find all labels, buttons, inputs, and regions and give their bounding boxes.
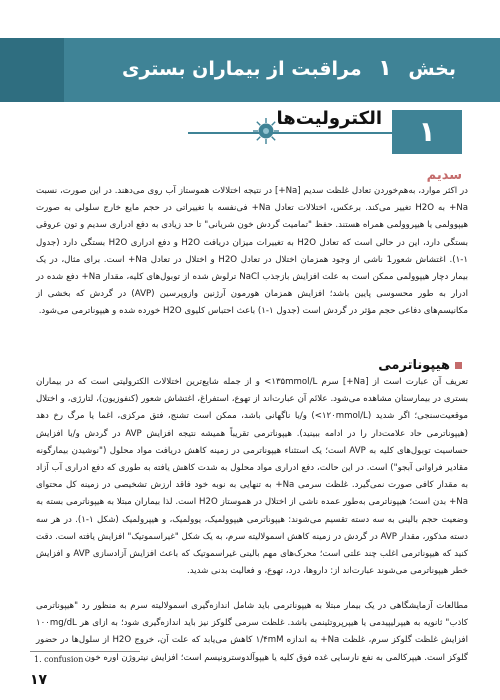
part-number: ۱ bbox=[378, 56, 392, 81]
hyponatremia-heading bbox=[378, 358, 462, 373]
page-number: ۱۷ bbox=[30, 672, 48, 688]
chapter-title: الکترولیت‌ها bbox=[276, 108, 382, 129]
bullet-square-icon bbox=[455, 362, 462, 369]
chapter-divider-line bbox=[188, 132, 398, 134]
chapter-number-box: ۱ bbox=[392, 110, 462, 154]
lab-studies-paragraph: مطالعات آزمایشگاهی در یک بیمار مبتلا به هیپوناترمی باید شامل اندازه‌گیری اسمولالیته سرم به منظور رد "هیپوناترمی کاذب" ثانویه به هیپرلیپیدمی یا هیپرپروتئینمی باشد. غلظت سرمی گلوکز نیز باید اندازه‌گیری شود؛ به ازای هر ۱۰۰mg/dL افزایش غلظت گلوکز سرم، غلظت Na+ به اندازه ۱/۴mM کاهش می‌یابد که علت آن، خروج H2O از سلول‌ها در حضور گلوکز است. هیپرکالمی به نفع نارسایی غده فوق کلیه یا هیپوآلدوسترونیسم است؛ افزایش نیتروژن اوره خون bbox=[36, 601, 469, 663]
sodium-heading: سدیم bbox=[426, 168, 462, 183]
hyponatremia-heading-text: هیپوناترمی bbox=[378, 358, 450, 373]
part-title: مراقبت از بیماران بستری bbox=[122, 58, 362, 80]
hyponatremia-paragraph: تعریف آن عبارت است از [Na+] سرم ۱۳۵mmol/L> و از جمله شایع‌ترین اختلالات الکترولیتی است که در بیماران بستری در بیمارستان مشاهده می‌شود. علائم آن عبارت‌اند از تهوع، استفراغ، اغتشاش شعور (کنفوزیون)، لتارژی، و اختلال موقعیت‌سنجی؛ اگر شدید (۱۲۰mmol/L>) و/یا ناگهانی باشد، ممکن است تشنج، فتق مرکزی، اغما یا مرگ رخ دهد (هیپوناترمی حاد علامت‌دار را در ادامه ببینید). هیپوناترمی تقریباً همیشه نتیجه افزایش AVP در گردش و/یا افزایش حساسیت توبول‌های کلیه به AVP است؛ یک استثناء هیپوناترمی در زمینه کاهش دریافت مواد محلول ("نوشیدن بیمارگونه مقادیر فراوانی آبجو") است. در این حالت، دفع ادراری مواد محلول به شدت کاهش یافته به طوری که دفع ادراری آب آزاد به مقدار کافی صورت نمی‌گیرد. غلظت سرمی Na+ به تنهایی به نوبه خود فاقد ارزش تشخیصی در زمینه کل محتوای Na+ بدن است؛ هیپوناترمی به‌طور عمده ناشی از اختلال در هموستاز H2O است. لذا بیماران مبتلا به هیپوناترمی بسته به وضعیت حجم بالینی به سه دسته تقسیم می‌شوند: هیپوناترمی هیپوولمیک، یوولمیک، و هیپرولمیک (شکل ۱-۱). در هر سه دسته مذکور، مقدار AVP در گردش در زمینه کاهش اسمولالیته سرم، به یک شکل "غیراسموتیک" افزایش یافته است. دقت کنید که هیپوناترمی اغلب چند علتی است؛ محرک‌های مهم بالینی غیراسموتیک که باعث افزایش آزادسازی AVP و افزایش خطر هیپوناترمی می‌شوند عبارت‌اند از: داروها، درد، تهوع، و فعالیت بدنی شدید. bbox=[36, 377, 469, 577]
part-label: بخش bbox=[408, 58, 456, 80]
sodium-paragraph: در اکثر موارد، به‌هم‌خوردن تعادل غلظت سدیم [Na+] در نتیجه اختلالات هموستاز آب روی می‌دهند. در این صورت، نسبت Na+ به H2O تغییر می‌کند. برعکس، اختلالات تعادل Na+ فی‌نفسه با تغییراتی در حجم مایع خارج سلولی به صورت هیپوولمی یا هیپروولمی همراه هستند. حفظ "تمامیت گردش خون شریانی" تا حد زیادی به دفع ادراری سدیم و تون عروقی بستگی دارد، این در حالی است که تعادل H2O به تغییرات میزان دریافت H2O و دفع ادراری H2O بستگی دارد (جدول ۱-۱). اغتشاش شعور1 ناشی از وجود همزمان اختلال در تعادل H2O و اختلال در تعادل Na+ است. برای مثال، در یک بیمار دچار هیپوولمی ممکن است به علت افزایش بازجذب NaCl ترلوش شده از توبول‌های کلیه، مقدار Na+ دفع شده در ادرار به طور محسوسی پایین باشد؛ افزایش همزمان هورمون آرژنین وازوپرسین (AVP) در گردش که بخشی از مکانیسم‌های دفاعی حجم مؤثر در گردش است (جدول ۱-۱) باعث احتباس کلیوی H2O خورده شده و هیپوناترمی می‌شود. bbox=[36, 186, 468, 317]
footnote: 1. confusion bbox=[34, 655, 84, 664]
footnote-rule bbox=[30, 651, 140, 652]
part-header-title bbox=[16, 52, 456, 86]
